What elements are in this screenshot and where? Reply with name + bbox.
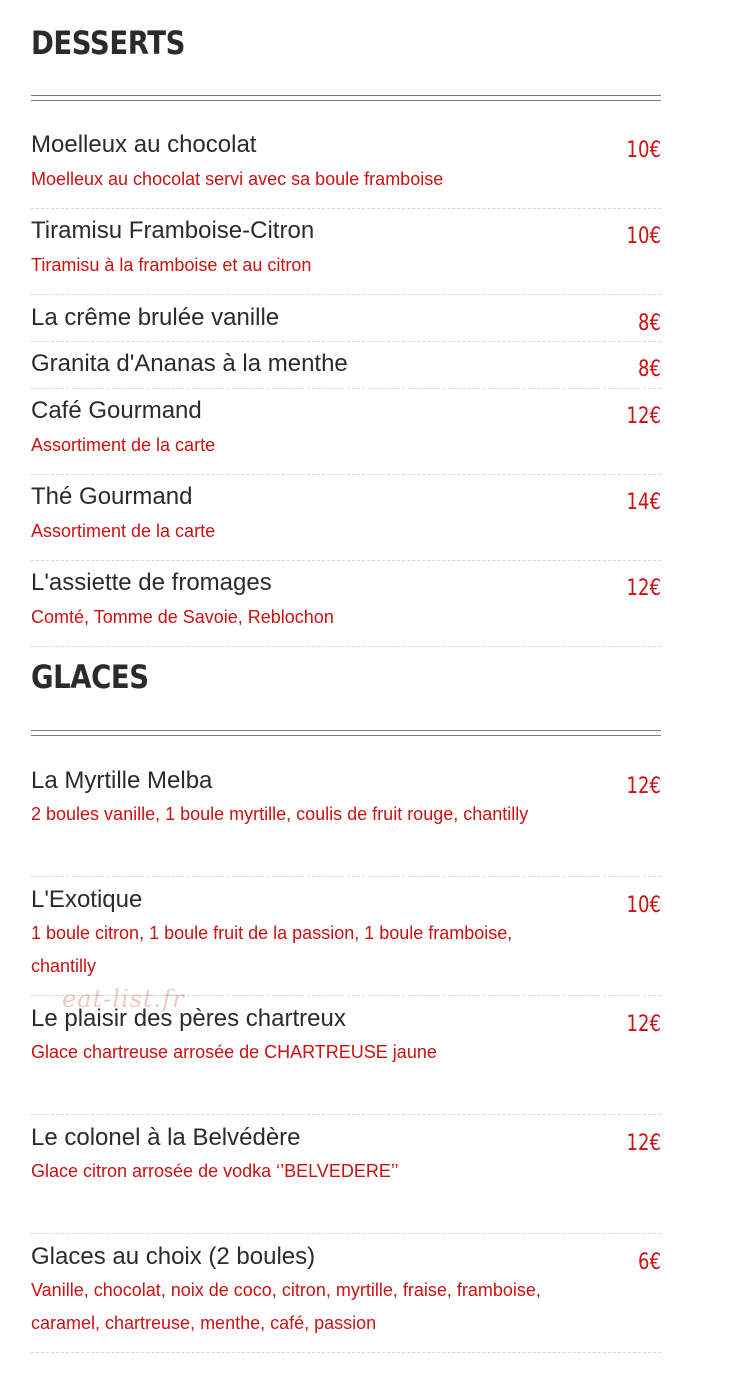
item-name: La crême brulée vanille [31,304,280,331]
item-description: Glace chartreuse arrosée de CHARTREUSE jaune [31,1042,437,1062]
section-title-desserts: DESSERTS [31,24,185,62]
menu-item [31,996,661,1115]
item-price: 10€ [626,224,661,249]
item-description: Vanille, chocolat, noix de coco, citron, myrtille, fraise, framboise, caramel, chartreuse, menthe, café, passion [31,1280,541,1333]
item-name: Granita d'Ananas à la menthe [31,350,348,377]
item-name: Moelleux au chocolat [31,131,257,158]
item-price: 6€ [638,1250,661,1275]
watermark-text: eat-list.fr [62,985,185,1013]
item-price: 12€ [626,774,661,799]
menu-item [31,123,661,209]
item-price: 10€ [626,893,661,918]
item-name: Glaces au choix (2 boules) [31,1243,316,1270]
menu-item [31,1115,661,1234]
menu-item [31,475,661,561]
item-name: Tiramisu Framboise-Citron [31,217,315,244]
item-price: 12€ [626,1131,661,1156]
item-description: Tiramisu à la framboise et au citron [31,255,312,275]
section-divider [31,95,661,101]
item-name: Le colonel à la Belvédère [31,1124,301,1151]
menu-item [31,209,661,295]
item-description: 2 boules vanille, 1 boule myrtille, coulis de fruit rouge, chantilly [31,804,529,824]
section-title-glaces: GLACES [31,658,149,696]
item-price: 8€ [638,357,661,382]
item-name: L'assiette de fromages [31,569,272,596]
item-name: Café Gourmand [31,397,202,424]
item-description: 1 boule citron, 1 boule fruit de la passion, 1 boule framboise, chantilly [31,923,513,976]
menu-item [31,561,661,647]
item-price: 12€ [626,1012,661,1037]
item-description: Assortiment de la carte [31,435,216,455]
menu-item [31,389,661,475]
item-name: L'Exotique [31,886,143,913]
item-name: Le plaisir des pères chartreux [31,1005,346,1032]
menu-item [31,1234,661,1353]
menu-item [31,758,661,877]
menu-item [31,295,661,342]
item-price: 8€ [638,311,661,336]
section-divider [31,730,661,736]
item-description: Moelleux au chocolat servi avec sa boule framboise [31,169,444,189]
item-name: La Myrtille Melba [31,767,213,794]
menu-item [31,342,661,389]
item-price: 10€ [626,138,661,163]
item-description: Assortiment de la carte [31,521,216,541]
item-description: Comté, Tomme de Savoie, Reblochon [31,607,334,627]
item-description: Glace citron arrosée de vodka ‘’BELVEDERE’’ [31,1161,399,1181]
item-price: 12€ [626,576,661,601]
item-name: Thé Gourmand [31,483,193,510]
menu-item [31,877,661,996]
item-price: 12€ [626,404,661,429]
item-price: 14€ [626,490,661,515]
